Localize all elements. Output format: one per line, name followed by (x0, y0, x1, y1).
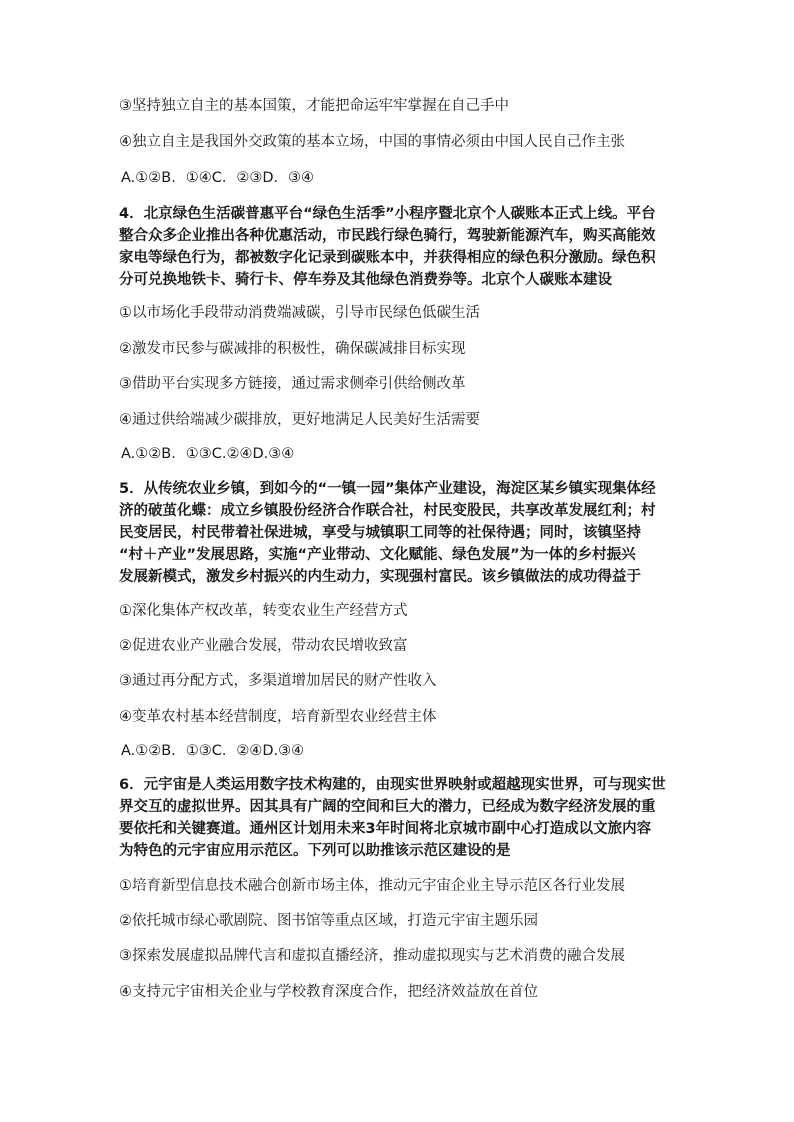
q6-option-1: ①培育新型信息技术融合创新市场主体，推动元宇宙企业主导示范区各行业发展 (119, 878, 625, 894)
q5-stem-line: 5．从传统农业乡镇，到如今的“一镇一园”集体产业建设，海淀区某乡镇实现集体经 (119, 481, 656, 497)
q6-option-4: ④支持元宇宙相关企业与学校教育深度合作，把经济效益放在首位 (119, 984, 538, 1000)
q6-stem-line: 要依托和关键赛道。通州区计划用未来3年时间将北京城市副中心打造成以文旅内容 (119, 821, 652, 837)
q4-stem-line: 4．北京绿色生活碳普惠平台“绿色生活季”小程序暨北京个人碳账本正式上线。平台 (119, 206, 656, 222)
q5-option-3: ③通过再分配方式，多渠道增加居民的财产性收入 (119, 673, 437, 689)
q5-answer-choices: A.①②B．①③C．②④D.③④ (121, 743, 305, 759)
q3-option-3: ③坚持独立自主的基本国策，才能把命运牢牢掌握在自己手中 (119, 98, 509, 114)
q4-stem-line: 家电等绿色行为，都被数字化记录到碳账本中，并获得相应的绿色积分激励。绿色积 (119, 250, 656, 266)
q5-option-2: ②促进农业产业融合发展，带动农民增收致富 (119, 638, 408, 654)
q5-stem-line: 民变居民，村民带着社保进城，享受与城镇职工同等的社保待遇；同时，该镇坚持 (119, 525, 641, 541)
q4-stem (119, 203, 659, 291)
q3-answer-choices: A.①②B．①④C．②③D．③④ (121, 170, 315, 186)
q4-option-4: ④通过供给端减少碳排放，更好地满足人民美好生活需要 (119, 412, 480, 428)
q6-stem (119, 774, 666, 862)
q5-stem-line: 济的破茧化蝶：成立乡镇股份经济合作联合社，村民变股民，共享改革发展红利；村 (119, 503, 656, 519)
q4-stem-line: 整合众多企业推出各种优惠活动，市民践行绿色骑行，驾驶新能源汽车，购买高能效 (119, 228, 656, 244)
q4-answer-choices: A.①②B．①③C.②④D.③④ (121, 446, 295, 462)
q5-stem (119, 478, 659, 588)
q4-option-1: ①以市场化手段带动消费端减碳，引导市民绿色低碳生活 (119, 305, 480, 321)
q3-option-4: ④独立自主是我国外交政策的基本立场，中国的事情必须由中国人民自己作主张 (119, 134, 625, 150)
q6-stem-line: 界交互的虚拟世界。因其具有广阔的空间和巨大的潜力，已经成为数字经济发展的重 (119, 799, 656, 815)
q6-stem-line: 为特色的元宇宙应用示范区。下列可以助推该示范区建设的是 (119, 843, 511, 859)
q5-stem-line: “村＋产业”发展思路，实施“产业带动、文化赋能、绿色发展”为一体的乡村振兴 (119, 547, 636, 563)
q6-option-3: ③探索发展虚拟品牌代言和虚拟直播经济，推动虚拟现实与艺术消费的融合发展 (119, 948, 625, 964)
q4-option-2: ②激发市民参与碳减排的积极性，确保碳减排目标实现 (119, 341, 466, 357)
q6-stem-line: 6．元宇宙是人类运用数字技术构建的，由现实世界映射或超越现实世界，可与现实世 (119, 777, 666, 793)
q5-option-4: ④变革农村基本经营制度，培育新型农业经营主体 (119, 709, 437, 725)
q4-option-3: ③借助平台实现多方链接，通过需求侧牵引供给侧改革 (119, 376, 466, 392)
q6-option-2: ②依托城市绿心歌剧院、图书馆等重点区域，打造元宇宙主题乐园 (119, 913, 538, 929)
q4-stem-line: 分可兑换地铁卡、骑行卡、停车券及其他绿色消费券等。北京个人碳账本建设 (119, 272, 612, 288)
q5-stem-line: 发展新模式，激发乡村振兴的内生动力，实现强村富民。该乡镇做法的成功得益于 (119, 569, 641, 585)
q5-option-1: ①深化集体产权改革，转变农业生产经营方式 (119, 603, 408, 619)
